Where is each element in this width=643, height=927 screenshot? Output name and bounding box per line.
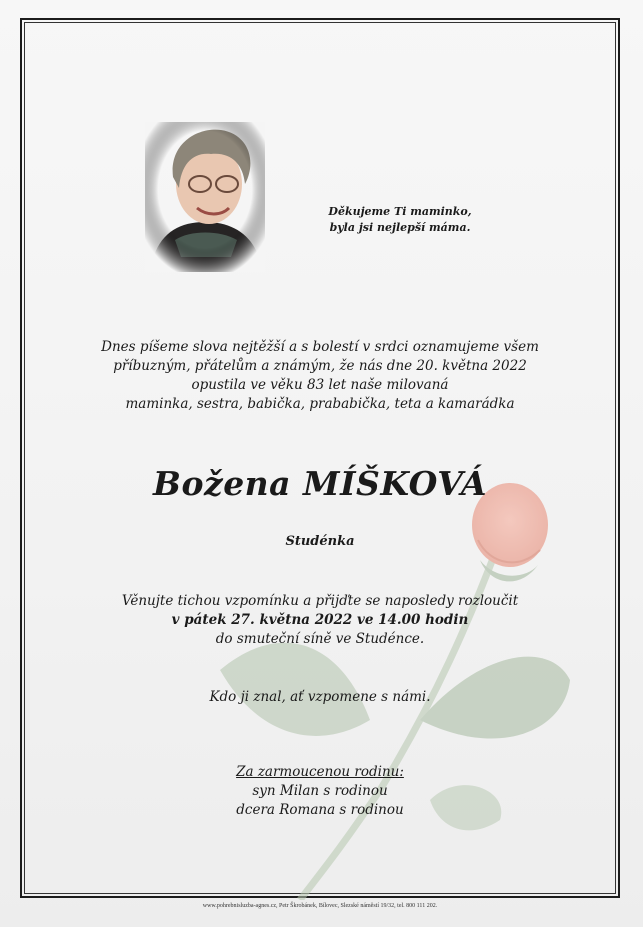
announcement-text bbox=[60, 338, 580, 414]
remembrance-line: Kdo ji znal, ať vzpomene s námi. bbox=[209, 689, 431, 705]
announcement-line: maminka, sestra, babička, prababička, teta a kamarádka bbox=[125, 396, 515, 412]
ceremony-details bbox=[60, 592, 580, 649]
announcement-line: opustila ve věku 83 let naše milovaná bbox=[191, 377, 449, 393]
announcement-line: Dnes píšeme slova nejtěžší a s bolestí v srdci oznamujeme všem bbox=[101, 339, 539, 355]
family-member: syn Milan s rodinou bbox=[252, 783, 388, 799]
deceased-place: Studénka bbox=[285, 534, 355, 549]
family-block bbox=[60, 763, 580, 820]
ceremony-location: do smuteční síně ve Studénce. bbox=[215, 631, 425, 647]
quote bbox=[300, 204, 500, 236]
portrait-photo bbox=[145, 122, 265, 272]
announcement-line: příbuzným, přátelům a známým, že nás dne 20. května 2022 bbox=[113, 358, 527, 374]
footer-imprint: www.pohrebnisluzba-agnes.cz, Petr Škrobánek, Bílovec, Slezské náměstí 19/32, tel. 800 111 202. bbox=[202, 903, 438, 909]
family-heading: Za zarmoucenou rodinu: bbox=[236, 764, 404, 780]
ceremony-line: Věnujte tichou vzpomínku a přijďte se naposledy rozloučit bbox=[121, 593, 519, 609]
quote-line: byla jsi nejlepší máma. bbox=[329, 221, 471, 234]
deceased-name: Božena MÍŠKOVÁ bbox=[153, 464, 487, 503]
family-member: dcera Romana s rodinou bbox=[236, 802, 404, 818]
quote-line: Děkujeme Ti maminko, bbox=[328, 205, 472, 218]
ceremony-date: v pátek 27. května 2022 ve 14.00 hodin bbox=[171, 612, 469, 628]
